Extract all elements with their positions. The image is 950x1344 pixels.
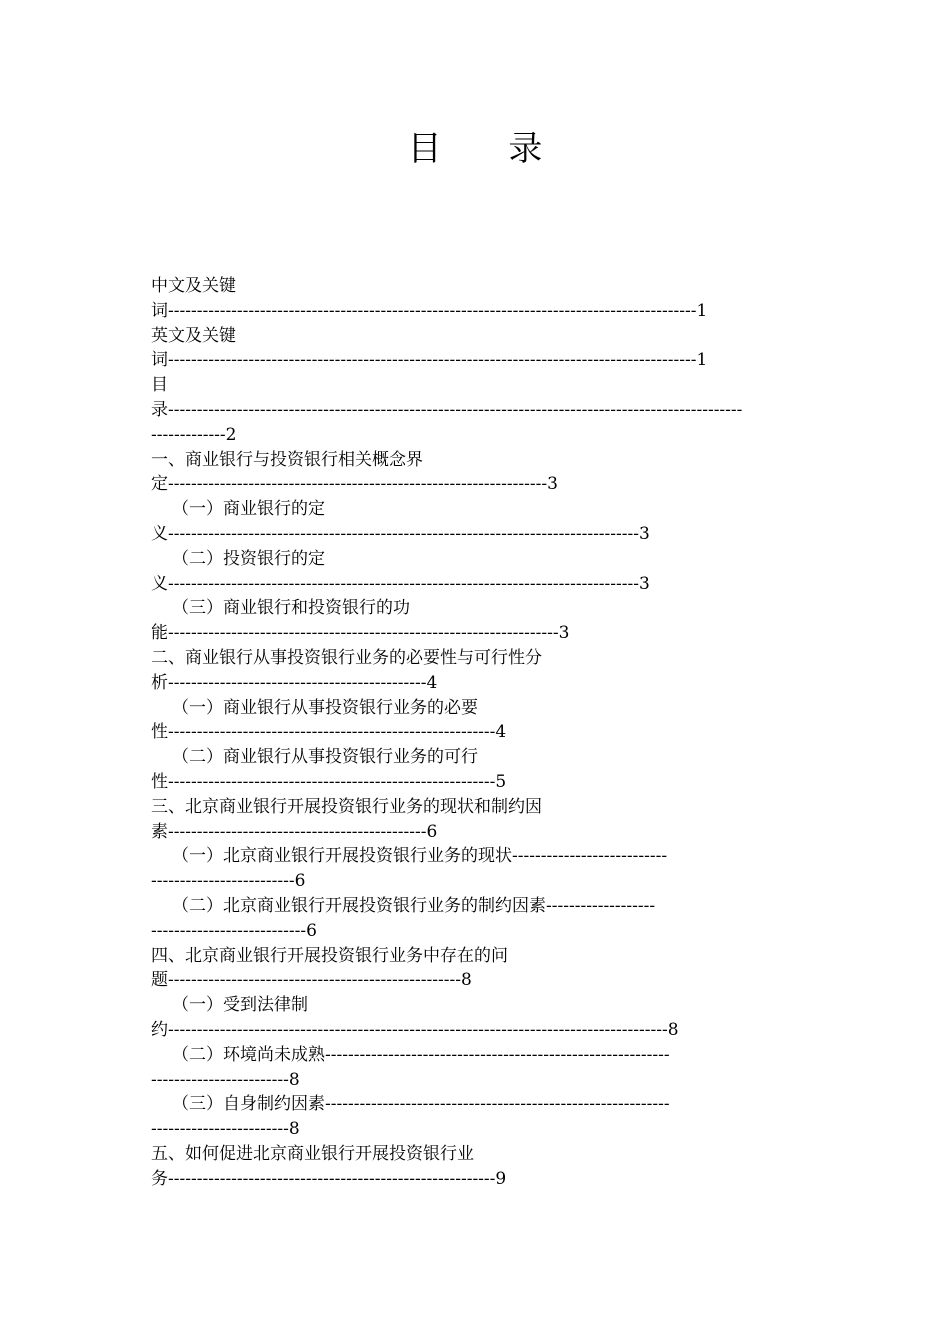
toc-line: 录---------------------------------------------------------------------------------------------------- xyxy=(151,399,743,420)
toc-line: 能--------------------------------------------------------------------3 xyxy=(151,623,570,644)
toc-line: 词--------------------------------------------------------------------------------------------1 xyxy=(151,300,708,321)
toc-line: 英文及关键 xyxy=(151,325,236,346)
toc-line: （一）北京商业银行开展投资银行业务的现状--------------------------- xyxy=(172,846,668,867)
toc-line: （二）北京商业银行开展投资银行业务的制约因素------------------- xyxy=(172,895,656,916)
toc-line: 析---------------------------------------------4 xyxy=(151,672,438,693)
toc-line: 五、如何促进北京商业银行开展投资银行业 xyxy=(151,1143,474,1164)
toc-line: 务---------------------------------------------------------9 xyxy=(151,1168,507,1189)
toc-line: 性---------------------------------------------------------5 xyxy=(151,771,507,792)
toc-line: 性---------------------------------------------------------4 xyxy=(151,722,507,743)
toc-line: ------------------------8 xyxy=(151,1119,300,1140)
toc-line: 四、北京商业银行开展投资银行业务中存在的问 xyxy=(151,945,508,966)
toc-line: -------------------------6 xyxy=(151,871,306,892)
toc-line: 目 xyxy=(151,375,168,396)
toc-line: （三）商业银行和投资银行的功 xyxy=(172,598,410,619)
toc-line: ---------------------------6 xyxy=(151,920,317,941)
toc-line: -------------2 xyxy=(151,424,237,445)
toc-line: 义----------------------------------------------------------------------------------3 xyxy=(151,523,650,544)
toc-line: 二、商业银行从事投资银行业务的必要性与可行性分 xyxy=(151,647,542,668)
toc-line: （一）受到法律制 xyxy=(172,995,308,1016)
toc-line: 词--------------------------------------------------------------------------------------------1 xyxy=(151,350,708,371)
page-title: 目 录 xyxy=(407,129,571,169)
toc-line: （一）商业银行的定 xyxy=(172,499,325,520)
table-of-contents xyxy=(151,274,811,1191)
toc-line: 素---------------------------------------------6 xyxy=(151,821,438,842)
toc-line: 中文及关键 xyxy=(151,276,236,296)
toc-line: （二）环境尚未成熟------------------------------------------------------------ xyxy=(172,1044,670,1065)
toc-line: 约---------------------------------------------------------------------------------------8 xyxy=(151,1019,679,1040)
toc-line: （一）商业银行从事投资银行业务的必要 xyxy=(172,697,478,718)
toc-line: （二）商业银行从事投资银行业务的可行 xyxy=(172,747,478,768)
toc-line: （三）自身制约因素------------------------------------------------------------ xyxy=(172,1094,670,1115)
toc-line: 定------------------------------------------------------------------3 xyxy=(151,474,558,495)
toc-line: 三、北京商业银行开展投资银行业务的现状和制约因 xyxy=(151,796,542,817)
toc-line: 一、商业银行与投资银行相关概念界 xyxy=(151,449,423,470)
toc-line: ------------------------8 xyxy=(151,1069,300,1090)
toc-line: 题---------------------------------------------------8 xyxy=(151,970,472,991)
toc-line: 义----------------------------------------------------------------------------------3 xyxy=(151,573,650,594)
toc-line: （二）投资银行的定 xyxy=(172,548,325,569)
